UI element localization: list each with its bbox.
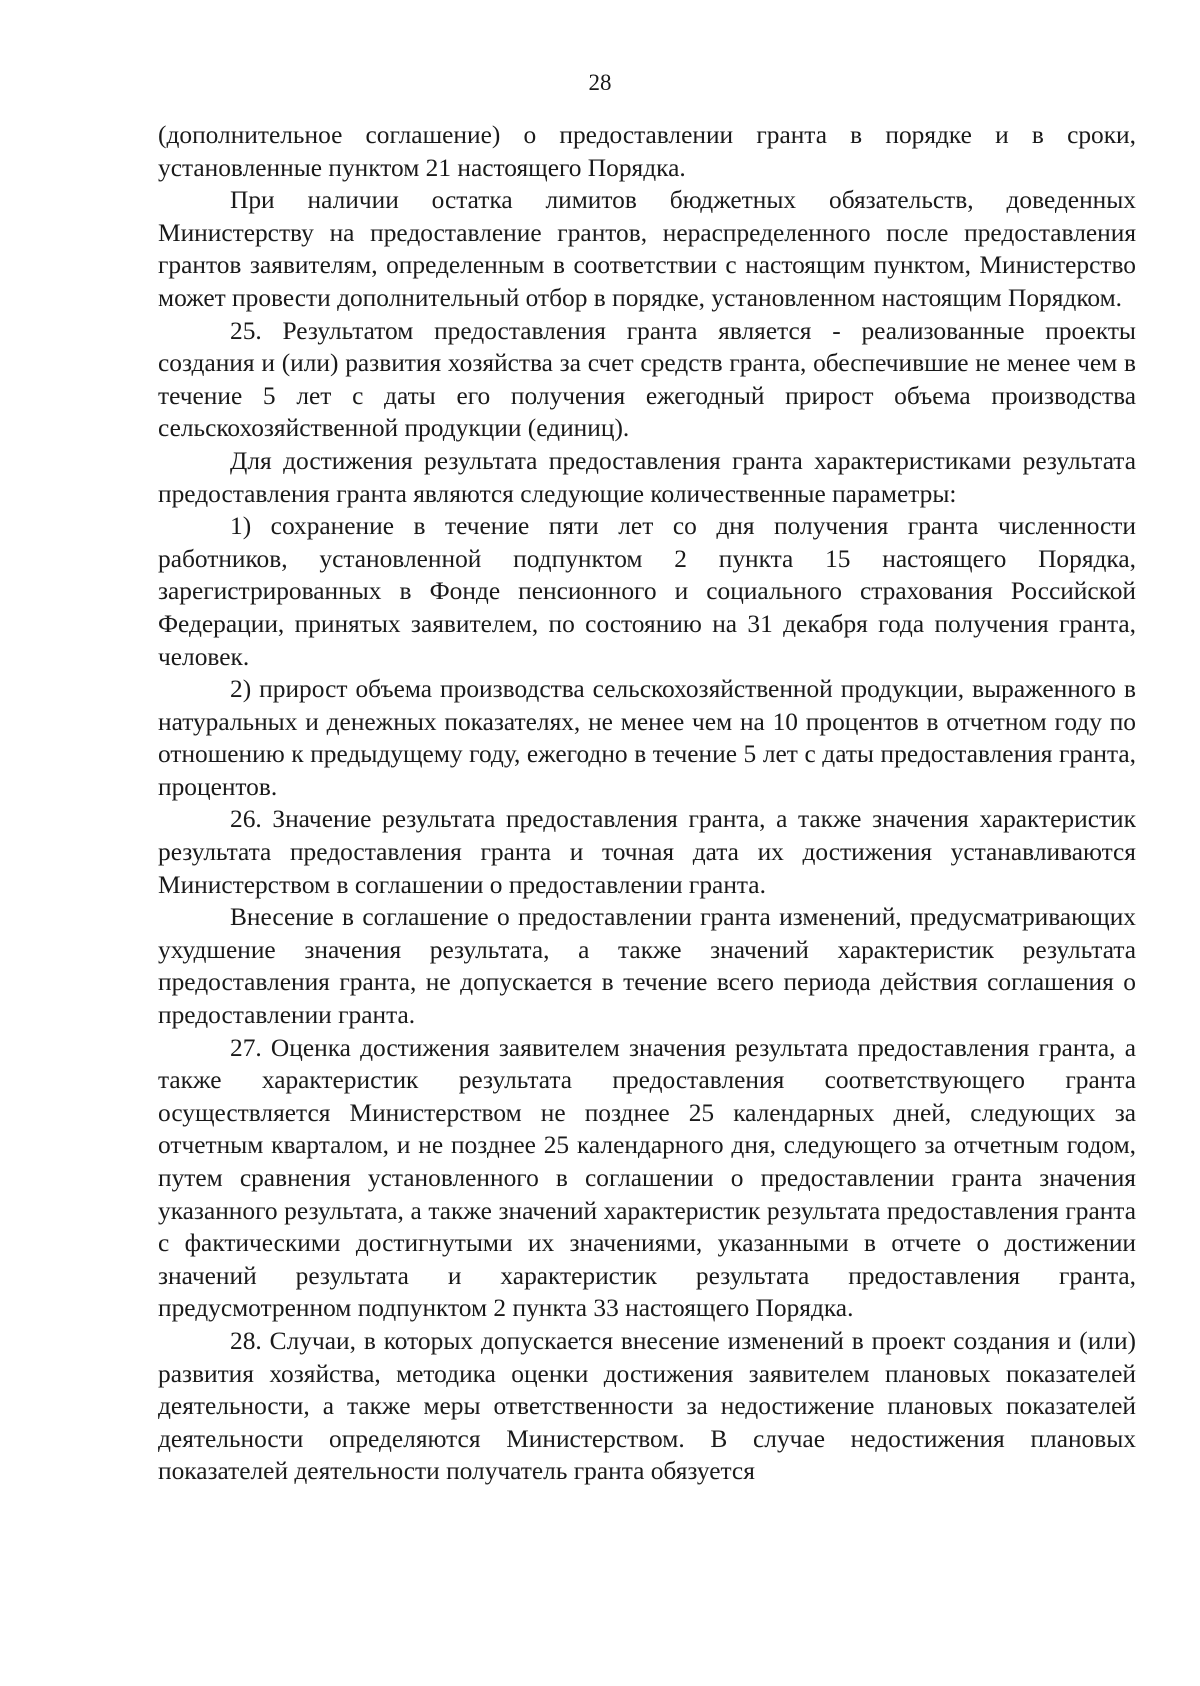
paragraph-27-assessment: 27. Оценка достижения заявителем значения результата предоставления гранта, а также характеристик результата предоставления соответствующего гранта осуществляется Министерством не позднее 25 календарных дней, следующих за отчетным кварталом, и не позднее 25 календарного дня, следующего за отчетным годом, путем сравнения установленного в соглашении о предоставлении гранта значения указанного результата, а также значений характеристик результата предоставления гранта с фактическими достигнутыми их значениями, указанными в отчете о достижении значений результата и характеристик результата предоставления гранта, предусмотренном подпунктом 2 пункта 33 настоящего Порядка. (158, 1033, 1136, 1323)
paragraph-continuation: (дополнительное соглашение) о предоставлении гранта в порядке и в сроки, установленные пунктом 21 настоящего Порядка. (158, 121, 1136, 182)
paragraph-28-cases: 28. Случаи, в которых допускается внесение изменений в проект создания и (или) развития хозяйства, методика оценки достижения заявителем плановых показателей деятельности, а также меры ответственности за недостижение плановых показателей деятельности определяются Министерством. В случае недостижения плановых показателей деятельности получатель гранта обязуется (158, 1326, 1136, 1486)
paragraph-agreement-changes: Внесение в соглашение о предоставлении гранта изменений, предусматривающих ухудшение значения результата, а также значений характеристик результата предоставления гранта, не допускается в течение всего периода действия соглашения о предоставлении гранта. (158, 903, 1136, 1030)
paragraph-26-result-values: 26. Значение результата предоставления гранта, а также значения характеристик результата предоставления гранта и точная дата их достижения устанавливаются Министерством в соглашении о предоставлении гранта. (158, 805, 1136, 899)
document-body (158, 119, 1136, 1488)
paragraph-25-grant-result: 25. Результатом предоставления гранта является - реализованные проекты создания и (или) развития хозяйства за счет средств гранта, обеспечившие не менее чем в течение 5 лет с даты его получения ежегодный прирост объема производства сельскохозяйственной продукции (единиц). (158, 316, 1136, 443)
paragraph-item-2-production-growth: 2) прирост объема производства сельскохозяйственной продукции, выраженного в натуральных и денежных показателях, не менее чем на 10 процентов в отчетном году по отношению к предыдущему году, ежегодно в течение 5 лет с даты предоставления гранта, процентов. (158, 675, 1136, 801)
paragraph-result-characteristics: Для достижения результата предоставления гранта характеристиками результата предоставления гранта являются следующие количественные параметры: (158, 446, 1136, 508)
paragraph-item-1-employees: 1) сохранение в течение пяти лет со дня получения гранта численности работников, установленной подпунктом 2 пункта 15 настоящего Порядка, зарегистрированных в Фонде пенсионного и социального страхования Российской Федерации, принятых заявителем, по состоянию на 31 декабря года получения гранта, человек. (158, 512, 1136, 671)
page-number: 28 (588, 70, 612, 95)
paragraph-remaining-limits: При наличии остатка лимитов бюджетных обязательств, доведенных Министерству на предоставление грантов, нераспределенного после предоставления грантов заявителям, определенным в соответствии с настоящим пунктом, Министерство может провести дополнительный отбор в порядке, установленном настоящим Порядком. (158, 186, 1136, 312)
